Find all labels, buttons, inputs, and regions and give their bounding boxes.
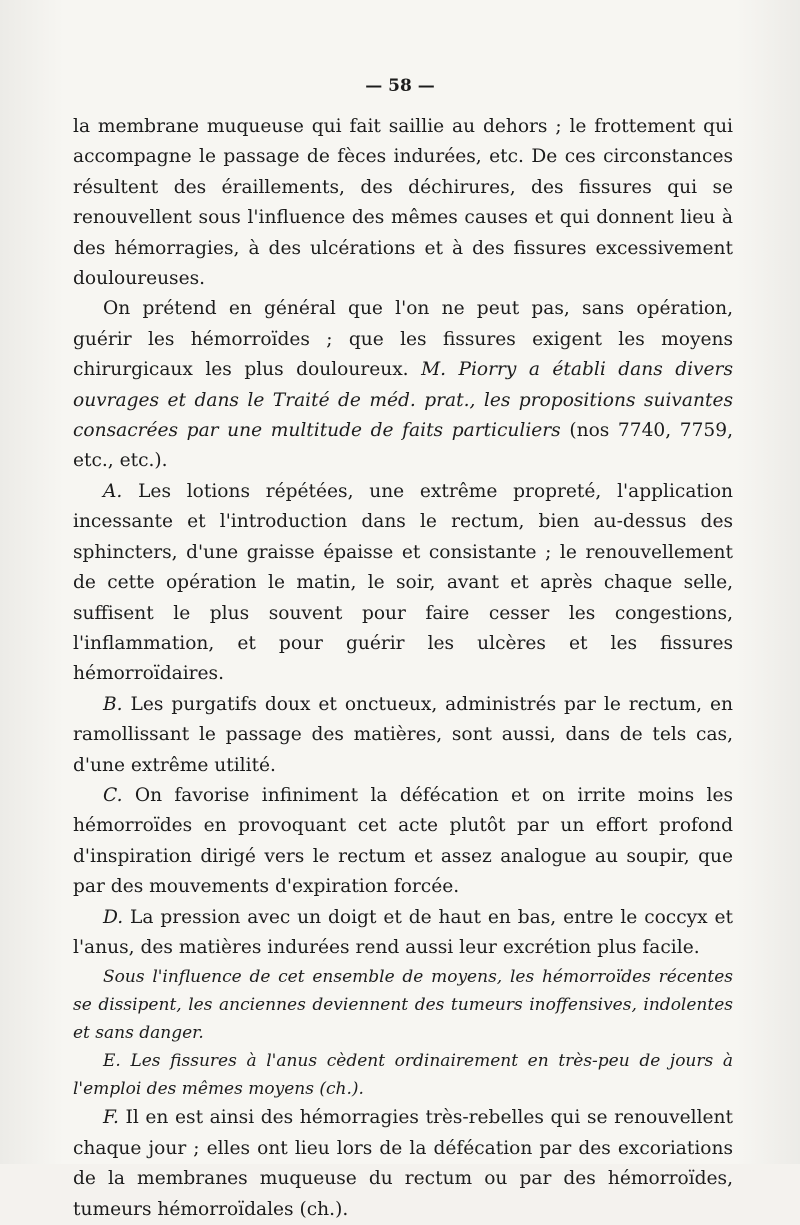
paragraph-piorry-intro [73, 294, 733, 476]
italic-text: B. [103, 693, 123, 715]
text-segment: Les lotions répétées, une extrême propreté, l'application incessante et l'introduction dans le rectum, bien au-dessus des sphincters, d'une graisse épaisse et consistante ; le renouvellement de cette opération le matin, le soir, avant et après chaque selle, suffisent le plus souvent pour faire cesser les congestions, l'inflammation, et pour guérir les ulcères et les fissures hémorroïdaires. [73, 480, 733, 685]
paragraph-e-fissures [73, 1047, 733, 1103]
paragraph-continuation [73, 112, 733, 294]
text-segment: Il en est ainsi des hémorragies très-rebelles qui se renouvellent chaque jour ; elles ont lieu lors de la défécation par des excoriations de la membranes muqueuse du rectum ou par des hémorroïdes, tumeurs hémorroïdales (ch.). [73, 1107, 733, 1220]
italic-text: M. Piorry a établi dans divers ouvrages et dans le Traité de méd. prat., les propositions suivantes consacrées par une multitude de faits particuliers [73, 359, 733, 442]
paragraph-a-lotions [73, 477, 733, 690]
italic-text: Sous l'influence de cet ensemble de moyens, les hémorroïdes récentes se dissipent, les anciennes deviennent des tumeurs inoffensives, indolentes et sans danger. [73, 967, 733, 1044]
text-segment: On prétend en général que l'on ne peut pas, sans opération, guérir les hémorroïdes ; que les fissures exigent les moyens chirurgicaux les plus douloureux. [73, 298, 733, 381]
text-segment: (nos 7740, 7759, etc., etc.). [73, 420, 733, 472]
text-segment: Les purgatifs doux et onctueux, administrés par le rectum, en ramollissant le passage des matières, sont aussi, dans de tels cas, d'une extrême utilité. [73, 693, 733, 776]
italic-text: F. [103, 1107, 119, 1129]
page-number: — 58 — [365, 76, 435, 96]
text-segment: La pression avec un doigt et de haut en bas, entre le coccyx et l'anus, des matières indurées rend aussi leur excrétion plus facile. [73, 906, 733, 958]
paragraph-f-hemorragies [73, 1103, 733, 1225]
paragraph-d-pression [73, 903, 733, 964]
italic-text: A. [103, 480, 123, 502]
paragraph-summary [73, 963, 733, 1047]
text-segment: On favorise infiniment la défécation et on irrite moins les hémorroïdes en provoquant cet acte plutôt par un effort profond d'inspiration dirigé vers le rectum et assez analogue au soupir, que par des mouvements d'expiration forcée. [73, 784, 733, 898]
italic-text: D. [103, 906, 124, 928]
body-text [73, 112, 733, 1225]
paragraph-b-purgatifs [73, 690, 733, 781]
italic-text: E. Les fissures à l'anus cèdent ordinairement en très-peu de jours à l'emploi des mêmes moyens [73, 1051, 733, 1100]
paragraph-c-defecation [73, 781, 733, 903]
text-segment: la membrane muqueuse qui fait saillie au dehors ; le frottement qui accompagne le passage de fèces indurées, etc. De ces circonstances résultent des éraillements, des déchirures, des fissures qui se renouvellent sous l'influence des mêmes causes et qui donnent lieu à des hémorragies, à des ulcérations et à des fissures excessivement douloureuses. [73, 116, 733, 290]
italic-text: C. [103, 784, 123, 806]
text-segment: (ch.). [313, 1079, 364, 1100]
